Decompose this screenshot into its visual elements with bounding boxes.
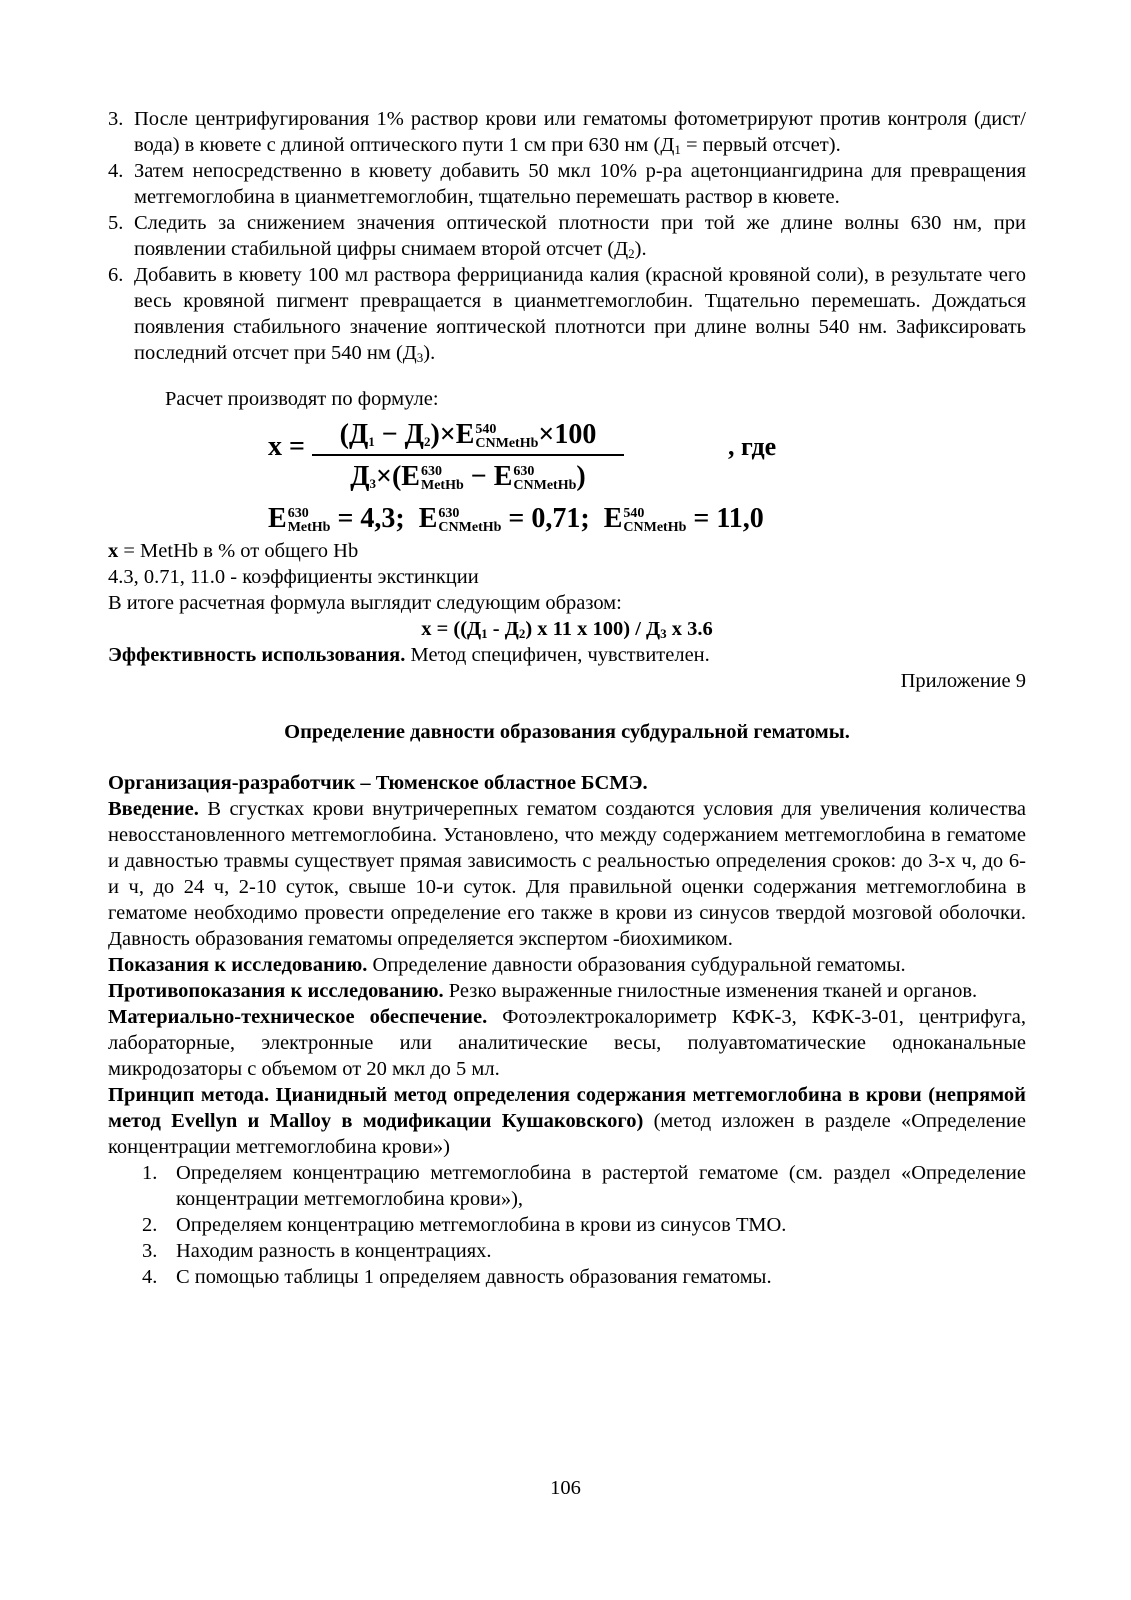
list-item: 5. Следить за снижением значения оптической плотности при той же длине волны 630 нм, при появлении стабильной цифры снимаем второй отсчет $(Д_2)$. — [108, 212, 1026, 261]
list-item: 4. Затем непосредственно в кювету добавить 50 мкл 10% р-ра ацетонциангидрина для превращения метгемоглобина в цианметгемоглобин, тщательно перемешать раствор в кювете. — [108, 160, 1026, 208]
list-item: 6. Добавить в кювету 100 мл раствора феррицианида калия (красной кровяной соли), в результате чего весь кровяной пигмент превращается в цианметгемоглобин. Тщательно перемешать. Дождаться появления стабильного значение яоптической плотнотси при длине волны 540 нм. Зафиксировать последний отсчет при 540 нм $(Д_3)$. — [108, 264, 1026, 365]
introduction-paragraph: Введение. В сгустках крови внутричерепных гематом создаются условия для увеличения количества невосстановленного метгемоглобина. Установлено, что между содержанием метгемоглобина в гематоме и давностью травмы существует прямая зависимость с реальностью определения сроков: до 3-х ч, до 6-и ч, до 24 ч, 2-10 суток, свыше 10-и суток. Для правильной оценки содержания метгемоглобина в гематоме необходимо провести определение его также в крови из синусов твердой мозговой оболочки. Давность образования гематомы определяется экспертом -биохимиком. — [108, 798, 1026, 950]
organization-line: Организация-разработчик – Тюменское областное БСМЭ. — [108, 772, 648, 794]
coefficient-note: 4.3, 0.71, 11.0 - коэффициенты экстинкции — [108, 566, 479, 588]
list-item: 2. Определяем концентрацию метгемоглобина в крови из синусов ТМО. — [142, 1214, 787, 1236]
efficiency-paragraph: Эффективность использования. Метод специфичен, чувствителен. — [108, 644, 710, 666]
section-heading: Определение давности образования субдуральной гематомы. — [284, 721, 850, 743]
formula-block — [108, 418, 1026, 538]
formula-fraction — [312, 418, 624, 494]
calc-intro: Расчет производят по формуле: — [165, 388, 439, 410]
final-formula-intro: В итоге расчетная формула выглядит следующим образом: — [108, 592, 622, 614]
final-formula: $x = ((Д_1 - Д_2)$ x 11 x $100) / Д_3$ x 3.6 — [421, 618, 713, 641]
document-page — [108, 106, 1026, 1290]
principle-paragraph: Принцип метода. Цианидный метод определения содержания метгемоглобина в крови (непрямой метод Evellyn и Malloy в модификации Кушаковского) (метод изложен в разделе «Определение концентрации метгемоглобина крови») — [108, 1084, 1026, 1158]
coefficients-line: E 630 MetHb = 4,3; E 630 CNMetHb = 0,71; E 540 CNMetHb = 11,0 — [268, 503, 764, 535]
page-number: 106 — [550, 1477, 581, 1499]
formula-numerator: $(Д_1 - Д_2)\times E$ 540 CNMetHb ×100 — [339, 419, 597, 451]
fraction-bar — [312, 454, 624, 456]
contraindications-paragraph: Противопоказания к исследованию. Резко выраженные гнилостные изменения тканей и органов. — [108, 980, 978, 1002]
list-item: 4. С помощью таблицы 1 определяем давность образования гематомы. — [142, 1266, 772, 1288]
formula-where: , где — [728, 432, 777, 461]
list-item: 3. Находим разность в концентрациях. — [142, 1240, 492, 1262]
top-steps-list — [108, 106, 1026, 366]
appendix-label: Приложение 9 — [900, 670, 1026, 692]
bottom-steps-list — [108, 1160, 1026, 1290]
equipment-paragraph: Материально-техническое обеспечение. Фотоэлектрокалориметр КФК-3, КФК-3-01, центрифуга, лабораторные, электронные или аналитические весы, полуавтоматические одноканальные микродозаторы с объемом от 20 мкл до 5 мл. — [108, 1006, 1026, 1080]
list-item: 1. Определяем концентрацию метгемоглобина в растертой гематоме (см. раздел «Определение концентрации метгемоглобина крови»), — [142, 1162, 1026, 1210]
list-item: 3. После центрифугирования 1% раствор крови или гематомы фотометрируют против контроля (дист/вода) в кювете с длиной оптического пути 1 см при 630 нм ($Д_1$ = первый отсчет). — [108, 108, 1026, 157]
indications-paragraph: Показания к исследованию. Определение давности образования субдуральной гематомы. — [108, 954, 906, 976]
x-definition: x = MetHb в % от общего Hb — [108, 540, 359, 562]
formula-denominator: $Д_3\times(E$ 630 MetHb − E 630 CNMetHb ) — [350, 461, 586, 493]
formula-x: x = — [268, 431, 305, 462]
